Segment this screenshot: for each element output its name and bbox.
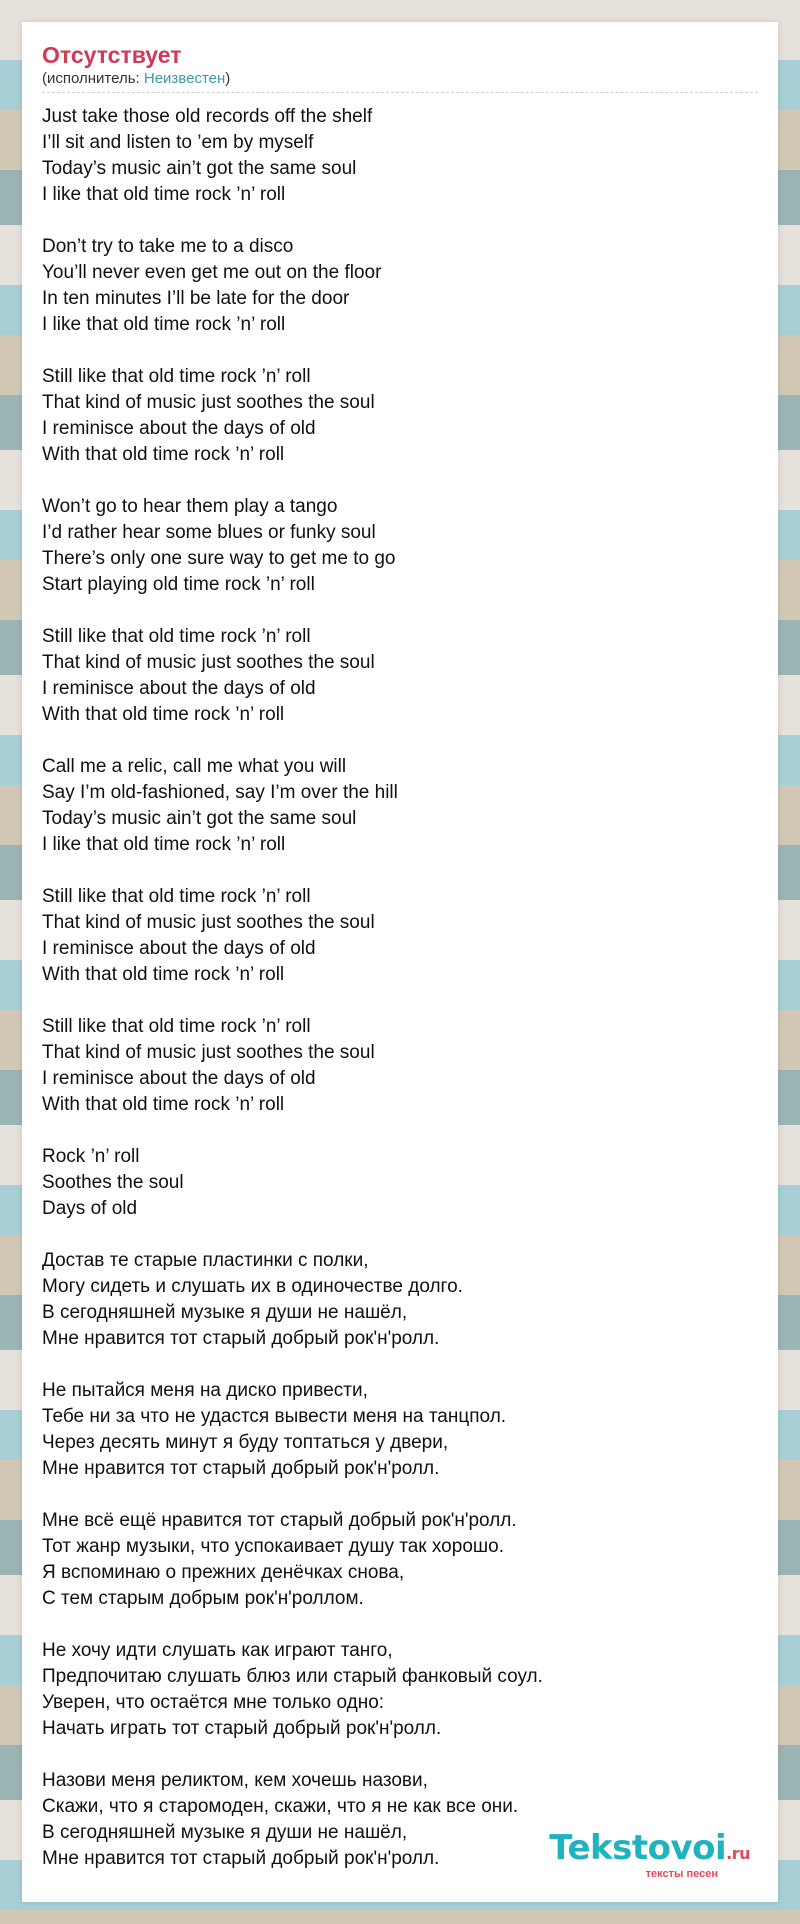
- site-logo[interactable]: [549, 1830, 750, 1880]
- lyrics-stanza: [42, 884, 758, 988]
- lyrics-stanza: [42, 624, 758, 728]
- lyric-line: Я вспоминаю о прежних денёчках снова,: [42, 1562, 405, 1583]
- lyric-line: Still like that old time rock ’n’ roll: [42, 626, 311, 647]
- lyric-line: Still like that old time rock ’n’ roll: [42, 886, 311, 907]
- lyric-line: That kind of music just soothes the soul: [42, 912, 375, 933]
- logo-name: Tekstovoi: [549, 1828, 727, 1868]
- song-title: Отсутствует: [42, 42, 182, 68]
- lyric-line: That kind of music just soothes the soul: [42, 1042, 375, 1063]
- artist-line: [42, 70, 758, 88]
- lyric-line: С тем старым добрым рок'н'роллом.: [42, 1588, 364, 1609]
- lyric-line: В сегодняшней музыке я души не нашёл,: [42, 1302, 408, 1323]
- lyric-line: Soothes the soul: [42, 1172, 184, 1193]
- logo-tld: .ru: [726, 1844, 750, 1863]
- lyrics-stanza: [42, 104, 758, 208]
- lyric-line: Still like that old time rock ’n’ roll: [42, 366, 311, 387]
- lyric-line: Today’s music ain’t got the same soul: [42, 808, 357, 829]
- logo-tagline: тексты песен: [645, 1868, 718, 1880]
- lyrics-card: [22, 22, 778, 1902]
- lyric-line: In ten minutes I’ll be late for the door: [42, 288, 350, 309]
- lyric-line: Могу сидеть и слушать их в одиночестве долго.: [42, 1276, 463, 1297]
- lyric-line: Мне нравится тот старый добрый рок'н'ролл.: [42, 1328, 440, 1349]
- lyric-line: Still like that old time rock ’n’ roll: [42, 1016, 311, 1037]
- lyric-line: With that old time rock ’n’ roll: [42, 704, 285, 725]
- artist-suffix: ): [225, 70, 231, 87]
- lyric-line: Тот жанр музыки, что успокаивает душу так хорошо.: [42, 1536, 504, 1557]
- lyrics-text: [42, 104, 758, 1898]
- lyric-line: Rock ’n’ roll: [42, 1146, 140, 1167]
- lyrics-stanza: [42, 364, 758, 468]
- lyric-line: Не хочу идти слушать как играют танго,: [42, 1640, 393, 1661]
- lyric-line: Достав те старые пластинки с полки,: [42, 1250, 369, 1271]
- lyric-line: Через десять минут я буду топтаться у двери,: [42, 1432, 449, 1453]
- lyrics-stanza: [42, 1508, 758, 1612]
- lyric-line: Say I’m old-fashioned, say I’m over the hill: [42, 782, 398, 803]
- lyric-line: That kind of music just soothes the soul: [42, 652, 375, 673]
- lyric-line: В сегодняшней музыке я души не нашёл,: [42, 1822, 408, 1843]
- lyric-line: I’ll sit and listen to ’em by myself: [42, 132, 314, 153]
- lyric-line: I like that old time rock ’n’ roll: [42, 834, 286, 855]
- lyric-line: I reminisce about the days of old: [42, 1068, 316, 1089]
- lyric-line: I like that old time rock ’n’ roll: [42, 184, 286, 205]
- artist-link[interactable]: Неизвестен: [143, 70, 226, 87]
- lyrics-stanza: [42, 754, 758, 858]
- lyric-line: That kind of music just soothes the soul: [42, 392, 375, 413]
- lyrics-stanza: [42, 1248, 758, 1352]
- lyrics-stanza: [42, 1638, 758, 1742]
- lyric-line: Days of old: [42, 1198, 138, 1219]
- lyric-line: Just take those old records off the shelf: [42, 106, 373, 127]
- lyric-line: Тебе ни за что не удастся вывести меня на танцпол.: [42, 1406, 507, 1427]
- lyric-line: Предпочитаю слушать блюз или старый фанковый соул.: [42, 1666, 543, 1687]
- lyrics-stanza: [42, 494, 758, 598]
- lyric-line: Мне нравится тот старый добрый рок'н'ролл.: [42, 1848, 440, 1869]
- lyric-line: Won’t go to hear them play a tango: [42, 496, 338, 517]
- lyric-line: With that old time rock ’n’ roll: [42, 964, 285, 985]
- lyric-line: Начать играть тот старый добрый рок'н'ролл.: [42, 1718, 442, 1739]
- lyric-line: I reminisce about the days of old: [42, 678, 316, 699]
- lyric-line: Скажи, что я старомоден, скажи, что я не как все они.: [42, 1796, 519, 1817]
- lyric-line: Today’s music ain’t got the same soul: [42, 158, 357, 179]
- lyrics-stanza: [42, 1014, 758, 1118]
- lyric-line: I’d rather hear some blues or funky soul: [42, 522, 376, 543]
- lyrics-stanza: [42, 234, 758, 338]
- lyric-line: Don’t try to take me to a disco: [42, 236, 294, 257]
- lyric-line: I like that old time rock ’n’ roll: [42, 314, 286, 335]
- lyrics-stanza: [42, 1378, 758, 1482]
- lyric-line: I reminisce about the days of old: [42, 418, 316, 439]
- lyric-line: There’s only one sure way to get me to go: [42, 548, 396, 569]
- lyric-line: With that old time rock ’n’ roll: [42, 1094, 285, 1115]
- lyric-line: With that old time rock ’n’ roll: [42, 444, 285, 465]
- lyric-line: Мне всё ещё нравится тот старый добрый рок'н'ролл.: [42, 1510, 517, 1531]
- lyric-line: Назови меня реликтом, кем хочешь назови,: [42, 1770, 428, 1791]
- lyric-line: Start playing old time rock ’n’ roll: [42, 574, 315, 595]
- lyric-line: Уверен, что остаётся мне только одно:: [42, 1692, 385, 1713]
- lyric-line: Не пытайся меня на диско привести,: [42, 1380, 368, 1401]
- lyric-line: You’ll never even get me out on the floor: [42, 262, 382, 283]
- lyric-line: I reminisce about the days of old: [42, 938, 316, 959]
- lyric-line: Мне нравится тот старый добрый рок'н'ролл.: [42, 1458, 440, 1479]
- artist-prefix: (исполнитель:: [42, 70, 144, 87]
- lyrics-stanza: [42, 1144, 758, 1222]
- logo-wordmark: [549, 1830, 750, 1872]
- song-header: [42, 40, 758, 93]
- lyric-line: Call me a relic, call me what you will: [42, 756, 347, 777]
